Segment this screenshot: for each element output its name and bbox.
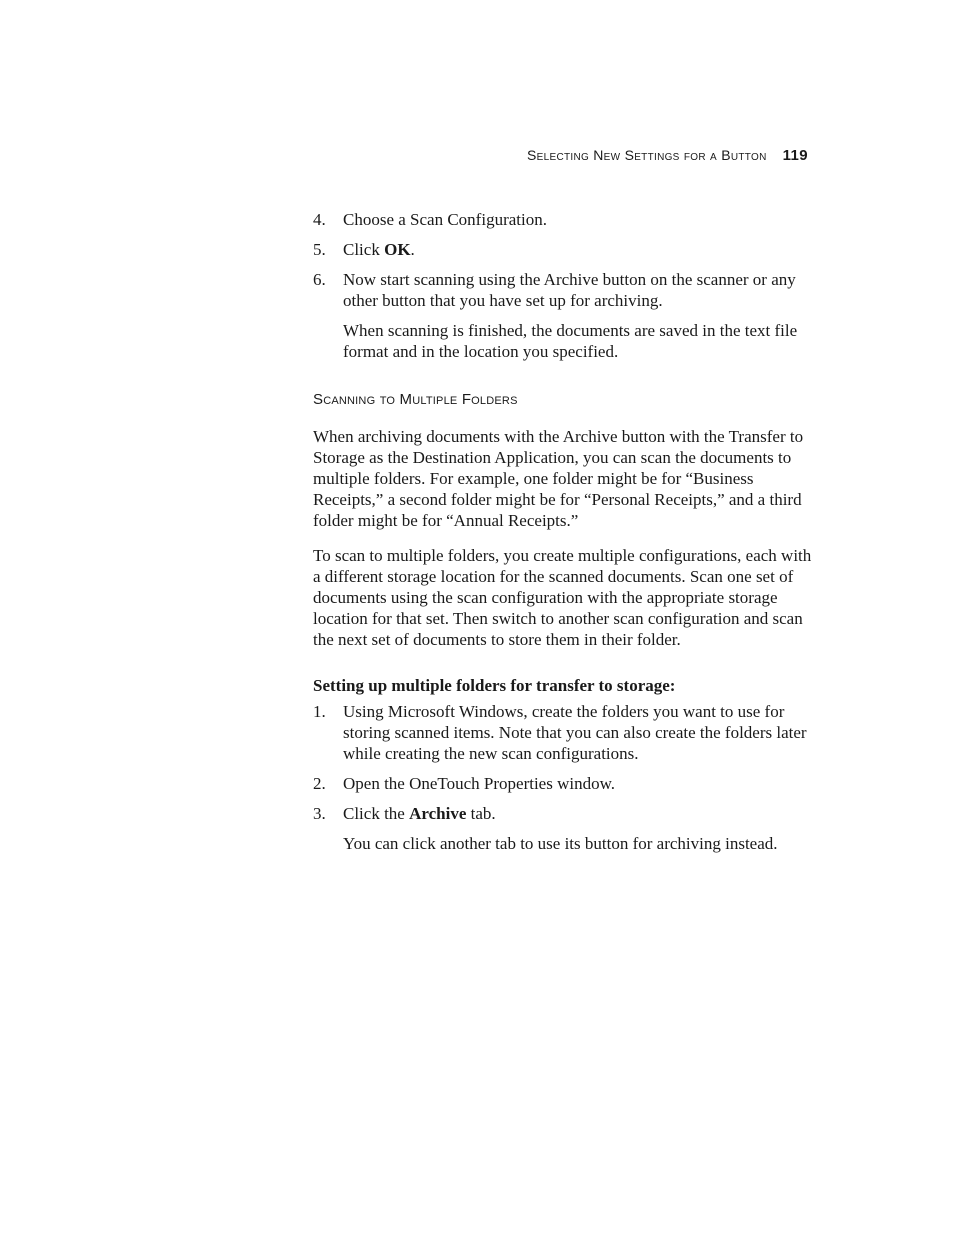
list-item [313,803,813,824]
step-text [343,701,813,764]
step-number: 5. [313,240,326,259]
step-text-bold: Archive [409,804,467,823]
step-text [343,773,813,794]
section-heading: Scanning to Multiple Folders [313,391,518,408]
step-note: You can click another tab to use its button for archiving instead. [343,834,778,853]
step-text [343,239,813,260]
list-item [313,239,813,260]
step-text-part: tab. [466,804,496,823]
step-text-part: Choose a Scan Configuration. [343,210,547,229]
list-item [313,773,813,794]
procedure-heading: Setting up multiple folders for transfer to storage: [313,676,676,695]
step-text-part: . [410,240,415,259]
step-number: 1. [313,702,326,721]
step-number: 2. [313,774,326,793]
step-number: 4. [313,210,326,229]
page-content [313,209,813,863]
step-text [343,803,813,824]
body-paragraph: When archiving documents with the Archive button with the Transfer to Storage as the Destination Application, you can scan the documents to multiple folders. For example, one folder might be for “Business Receipts,” a second folder might be for “Personal Receipts,” and a third folder might be for “Annual Receipts.” [313,427,804,530]
list-item [313,269,813,311]
step-text-part: Open the OneTouch Properties window. [343,774,616,793]
step-text-bold: OK [384,240,411,259]
step-text [343,209,813,230]
page-number: 119 [782,147,808,164]
step-text-part: Now start scanning using the Archive button on the scanner or any other button that you have set up for archiving. [343,270,796,310]
step-text-part: Using Microsoft Windows, create the folders you want to use for storing scanned items. Note that you can also create the folders later while creating the new scan configurations. [343,702,807,763]
step-text [343,269,813,311]
body-paragraph: To scan to multiple folders, you create multiple configurations, each with a different storage location for the scanned documents. Scan one set of documents using the scan configuration with the appropriate storage location for that set. Then switch to another scan configuration and scan the next set of documents to store them in their folder. [313,546,812,649]
step-number: 6. [313,270,326,289]
list-item [313,209,813,230]
running-header [527,147,808,164]
step-note: When scanning is finished, the documents are saved in the text file format and in the location you specified. [343,321,798,361]
running-header-title: Selecting New Settings for a Button [527,147,767,163]
step-text-part: Click the [343,804,410,823]
step-text-part: Click [343,240,385,259]
step-number: 3. [313,804,326,823]
list-item [313,701,813,764]
